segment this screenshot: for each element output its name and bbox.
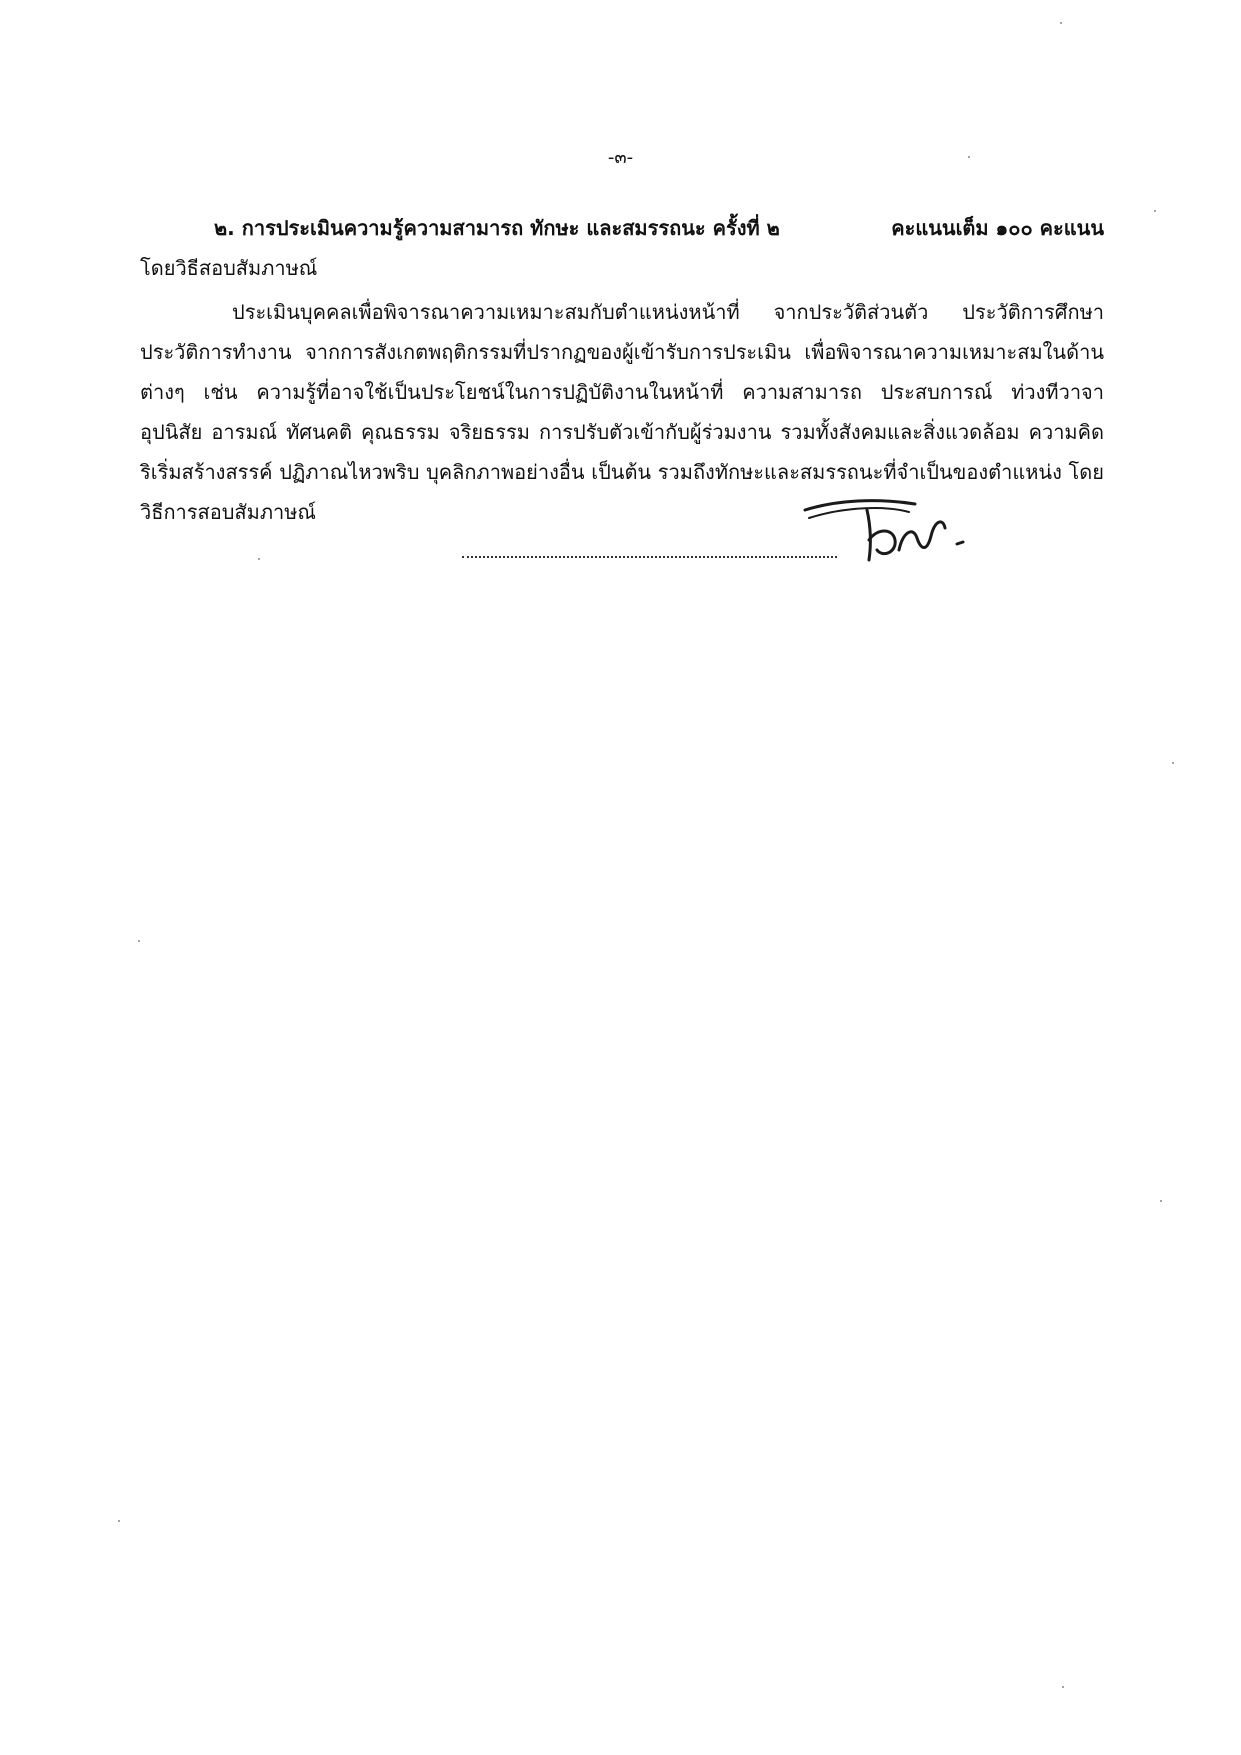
section-heading [214,212,1104,244]
scan-speck [1172,762,1174,764]
full-score-label: คะแนนเต็ม ๑๐๐ คะแนน [891,216,1104,240]
scan-speck [1060,22,1062,24]
scan-speck [1062,1686,1064,1688]
scan-speck [118,1520,120,1522]
scan-speck [1154,210,1156,212]
page-number: -๓- [607,147,634,168]
section-heading-title: ๒. การประเมินความรู้ความสามารถ ทักษะ และสมรรถนะ ครั้งที่ ๒ [214,216,780,240]
signature-block [462,488,1022,568]
signature-dotted-line [462,556,837,558]
scan-speck [1160,1200,1162,1202]
scan-speck [138,940,140,942]
assessment-method: โดยวิธีสอบสัมภาษณ์ [140,256,318,280]
handwritten-signature-icon [797,488,997,568]
scan-speck [968,156,970,158]
body-paragraph: ประเมินบุคคลเพื่อพิจารณาความเหมาะสมกับตำแหน่งหน้าที่ จากประวัติส่วนตัว ประวัติการศึกษา ประวัติการทำงาน จากการสังเกตพฤติกรรมที่ปรากฏของผู้เข้ารับการประเมิน เพื่อพิจารณาความเหมาะสมในด้านต่างๆ เช่น ความรู้ที่อาจใช้เป็นประโยชน์ในการปฏิบัติงานในหน้าที่ ความสามารถ ประสบการณ์ ท่วงทีวาจา อุปนิสัย อารมณ์ ทัศนคติ คุณธรรม จริยธรรม การปรับตัวเข้ากับผู้ร่วมงาน รวมทั้งสังคมและสิ่งแวดล้อม ความคิดริเริ่มสร้างสรรค์ ปฏิภาณไหวพริบ บุคลิกภาพอย่างอื่น เป็นต้น รวมถึงทักษะและสมรรถนะที่จำเป็นของตำแหน่ง โดยวิธีการสอบสัมภาษณ์ [140,300,1104,524]
scan-speck [258,558,260,560]
